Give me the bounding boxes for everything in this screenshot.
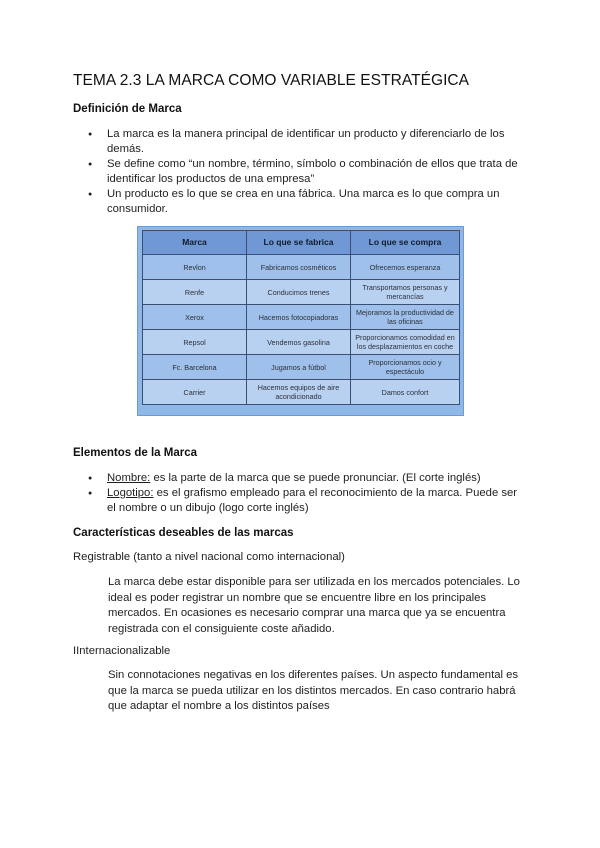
table-cell: Proporcionamos comodidad en los desplazamientos en coche xyxy=(351,330,460,355)
table-row xyxy=(143,330,460,355)
table-cell: Hacemos fotocopiadoras xyxy=(247,305,351,330)
list-item: ● La marca es la manera principal de identificar un producto y diferenciarlo de los demás. xyxy=(92,127,522,157)
registrable-text: La marca debe estar disponible para ser utilizada en los mercados potenciales. Lo ideal es poder registrar un nombre que se encuentre libre en los principales mercados. En ocasiones es necesario comprar una marca que ya se encuentra registrada con el consiguiente coste añadido. xyxy=(108,576,520,635)
table-cell: Conducimos trenes xyxy=(247,280,351,305)
table-cell: Revlon xyxy=(143,255,247,280)
caracteristicas-heading: Características deseables de las marcas xyxy=(73,527,294,539)
internacional-label: IInternacionalizable xyxy=(73,645,171,657)
table-header: Lo que se compra xyxy=(351,231,460,255)
table-cell: Repsol xyxy=(143,330,247,355)
registrable-label: Registrable (tanto a nivel nacional como internacional) xyxy=(73,551,345,563)
elementos-heading: Elementos de la Marca xyxy=(73,447,197,459)
table-cell: Vendemos gasolina xyxy=(247,330,351,355)
table-row xyxy=(143,380,460,405)
table-header: Lo que se fabrica xyxy=(247,231,351,255)
table-header: Marca xyxy=(143,231,247,255)
elementos-list xyxy=(92,471,522,516)
list-item: ● Se define como “un nombre, término, símbolo o combinación de ellos que trata de identificar los productos de una empresa” xyxy=(92,157,522,187)
brand-comparison-table xyxy=(142,230,460,405)
term-logotipo: Logotipo: xyxy=(107,487,154,499)
table-cell: Transportamos personas y mercancías xyxy=(351,280,460,305)
definicion-heading: Definición de Marca xyxy=(73,103,182,115)
definicion-list xyxy=(92,127,522,217)
table-cell: Hacemos equipos de aire acondicionado xyxy=(247,380,351,405)
table-row xyxy=(143,355,460,380)
internacional-text: Sin connotaciones negativas en los diferentes países. Un aspecto fundamental es que la marca se pueda utilizar en los distintos mercados. En caso contrario habrá que adaptar el nombre a los distintos países xyxy=(108,669,519,712)
table-row xyxy=(143,255,460,280)
table-cell: Jugamos a fútbol xyxy=(247,355,351,380)
list-item xyxy=(92,486,522,516)
list-item xyxy=(92,471,522,486)
table-cell: Carrier xyxy=(143,380,247,405)
term-description: es la parte de la marca que se puede pronunciar. (El corte inglés) xyxy=(150,472,481,484)
table-cell: Xerox xyxy=(143,305,247,330)
brand-comparison-table-image xyxy=(137,226,464,416)
term-nombre: Nombre: xyxy=(107,472,151,484)
table-row xyxy=(143,280,460,305)
list-item: ● Un producto es lo que se crea en una fábrica. Una marca es lo que compra un consumidor. xyxy=(92,187,522,217)
table-row xyxy=(143,305,460,330)
page-title: TEMA 2.3 LA MARCA COMO VARIABLE ESTRATÉGICA xyxy=(73,72,470,89)
table-cell: Fc. Barcelona xyxy=(143,355,247,380)
table-cell: Ofrecemos esperanza xyxy=(351,255,460,280)
table-cell: Proporcionamos ocio y espectáculo xyxy=(351,355,460,380)
term-description: es el grafismo empleado para el reconocimiento de la marca. Puede ser el nombre o un dibujo (logo corte inglés) xyxy=(107,487,518,514)
table-cell: Damos confort xyxy=(351,380,460,405)
table-cell: Mejoramos la productividad de las oficinas xyxy=(351,305,460,330)
table-cell: Fabricamos cosméticos xyxy=(247,255,351,280)
table-cell: Renfe xyxy=(143,280,247,305)
